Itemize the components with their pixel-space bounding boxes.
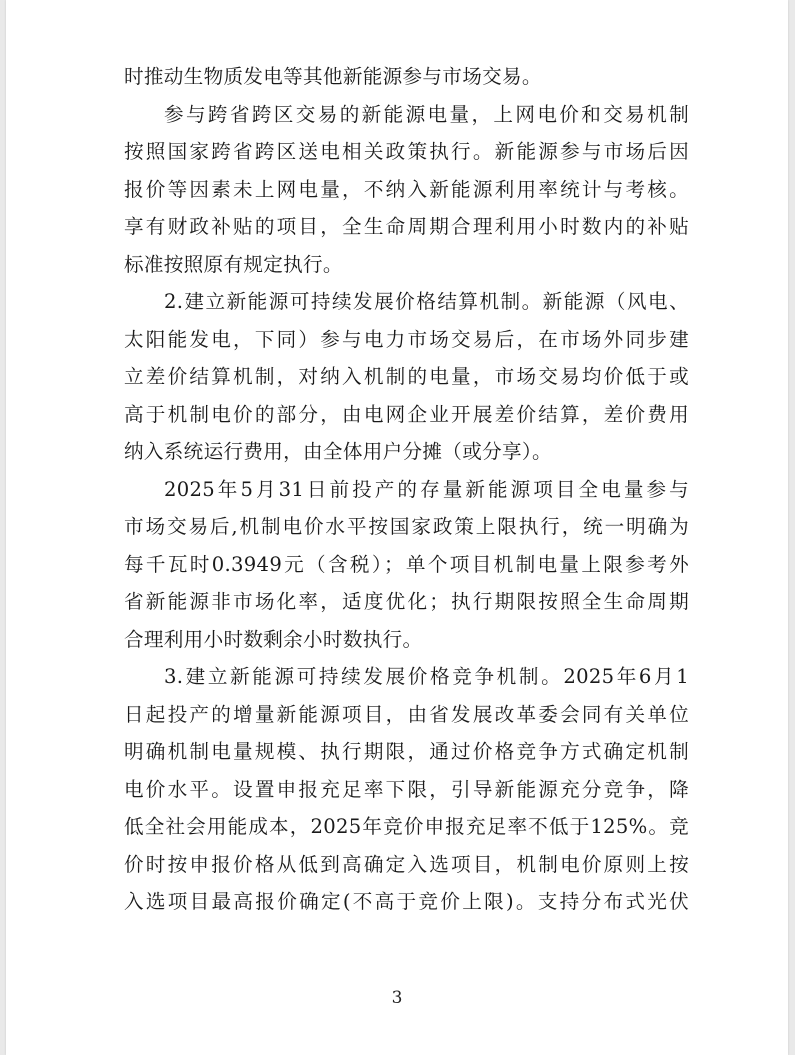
text-line: 参与跨省跨区交易的新能源电量，上网电价和交易机制 — [164, 102, 689, 126]
text-line: 低全社会用能成本，2025年竞价申报充足率不低于125%。竞 — [124, 815, 689, 838]
text-line: 报价等因素未上网电量，不纳入新能源利用率统计与考核。 — [124, 177, 689, 201]
text-line: 享有财政补贴的项目，全生命周期合理利用小时数内的补贴 — [124, 215, 689, 238]
text-line: 合理利用小时数剩余小时数执行。 — [124, 627, 423, 651]
text-line: 明确机制电量规模、执行期限，通过价格竞争方式确定机制 — [124, 740, 689, 763]
text-line: 价时按申报价格从低到高确定入选项目，机制电价原则上按 — [124, 852, 689, 876]
text-line: 市场交易后,机制电价水平按国家政策上限执行，统一明确为 — [124, 515, 689, 538]
text-line: 高于机制电价的部分，由电网企业开展差价结算，差价费用 — [124, 402, 689, 426]
text-line: 电价水平。设置申报充足率下限，引导新能源充分竞争，降 — [124, 777, 689, 801]
text-line: 标准按照原有规定执行。 — [124, 252, 343, 276]
text-line: 立差价结算机制，对纳入机制的电量，市场交易均价低于或 — [124, 365, 689, 388]
document-page — [6, 0, 788, 1055]
page-number: 3 — [391, 988, 403, 1008]
text-line: 日起投产的增量新能源项目，由省发展改革委会同有关单位 — [124, 702, 689, 726]
text-line: 3.建立新能源可持续发展价格竞争机制。2025年6月1 — [164, 665, 689, 688]
document-body — [124, 58, 689, 921]
text-line: 按照国家跨省跨区送电相关政策执行。新能源参与市场后因 — [124, 140, 689, 163]
text-line: 省新能源非市场化率，适度优化；执行期限按照全生命周期 — [124, 590, 689, 613]
text-line: 时推动生物质发电等其他新能源参与市场交易。 — [124, 65, 542, 88]
text-line: 2.建立新能源可持续发展价格结算机制。新能源（风电、 — [164, 290, 689, 313]
text-line: 纳入系统运行费用，由全体用户分摊（或分享）。 — [124, 440, 552, 463]
text-line: 入选项目最高报价确定(不高于竞价上限)。支持分布式光伏 — [124, 890, 689, 913]
text-line: 太阳能发电，下同）参与电力市场交易后，在市场外同步建 — [124, 327, 689, 351]
text-line: 每千瓦时0.3949元（含税）；单个项目机制电量上限参考外 — [124, 552, 689, 576]
text-line: 2025年5月31日前投产的存量新能源项目全电量参与 — [164, 477, 689, 501]
